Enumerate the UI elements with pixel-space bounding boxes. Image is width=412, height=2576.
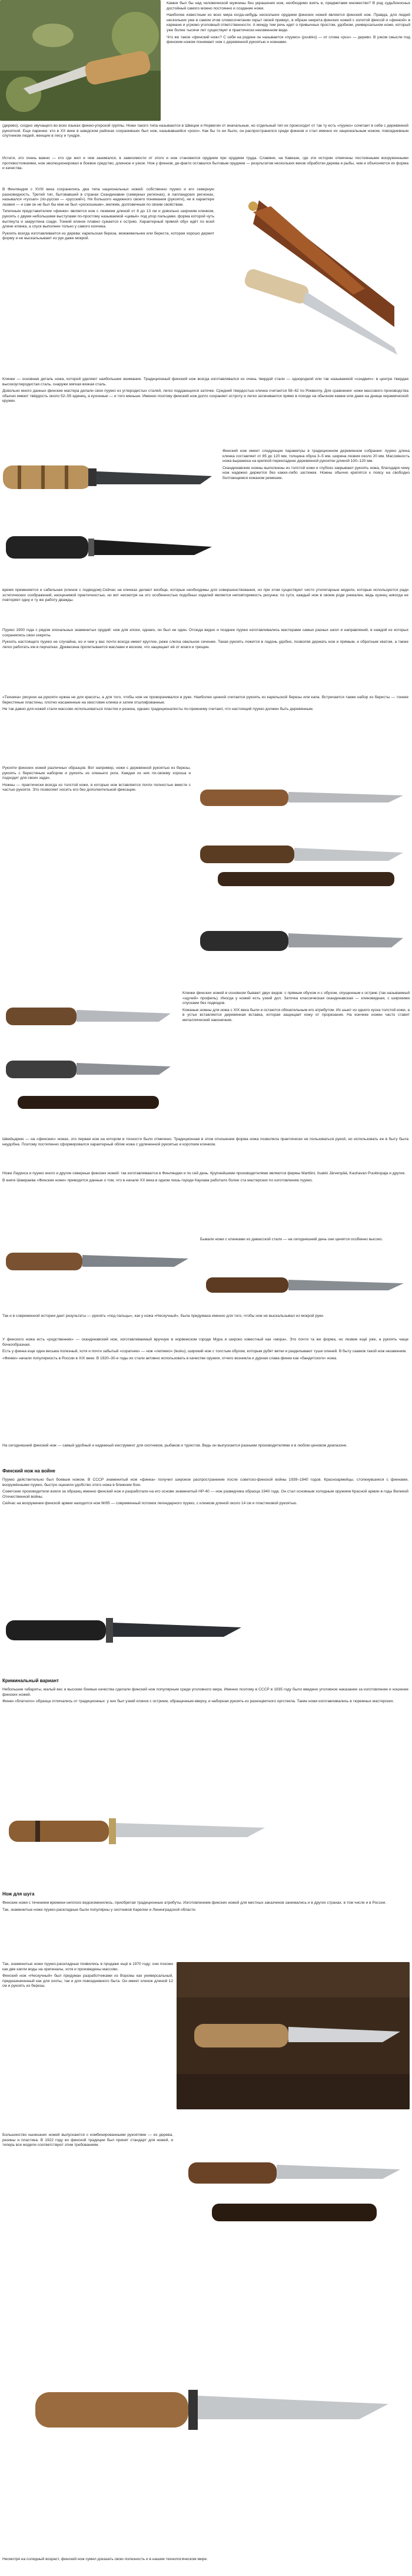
photo-black-knife [0,513,218,583]
paragraph-relatives [2,1337,408,1438]
paragraph-purpose: Истати, это очень важно — кто где жил и чем занимался, в зависимости от этого и нож становился орудием при орудием труда. Славяне, на Кавказе, где эти истории отмечены постоянными вооруженными противостояниями, нож эволюционировал в боевое средство, длинное и узкое. Нож у финнов, де-факто оставался бытовым орудием — результатом нескольких веков обработки дерева и рыбы, чем и объясняется их форма и качества. [2,156,408,171]
paragraph: Финские ножи с течением времени неплохо видоизменились, приобретая традиционные атрибуты. Изготовлением финских ножей для местных заказчиков занимались и в других странах, в том числе и в России. [2,1901,387,1905]
paragraph-wood [2,695,408,760]
section-heading-shug: Нож для шуга [2,1891,35,1897]
paragraph: У финского ножа есть «родственник» — скандинавский нож, изготавливаемый вручную в норвежском городе Мура и широко известный как «мора». Это почти та же форма, но лезвие ещё уже, а рукоять чаще бочкообразная. [2,1337,408,1347]
paragraph-blade-types [182,991,410,1132]
paragraph-war [2,1478,408,1584]
photo-damascus-knife [0,1226,194,1296]
paragraph-uniqueness: время применяется и сабельная (клинок с подводом).Сейчас на клинках делают вообще, которые необходимы для совершенствования, но при этом существуют чисто утилитарные модели, которые используются ради эстетических соображений, неоценимой практичностью, но вот несмотря на это особенностью подобных изделий является неповторимость рисунка: по сути, каждый нож в своем роде уникален, ведь кузнец никогда не повторяет одну и ту же работу дважды. [2,588,408,603]
paragraph-modern-models [2,1962,173,2127]
paragraph: Ножны — практически всегда из толстой кожи, в которые нож вставляется почти полностью вместе с частью рукояти. Это позволяет носить его без дополнительной фиксации. [2,782,191,792]
paragraph: «Техника» рисунок на рукояти нужна не для красоты, а для того, чтобы нож не проворачивался в руке. Наиболее ценной считается рукоять из карельской березы или капа. Встречается также набор из бересты — тонкие берестяные пластины, плотно насаженные на хвостовик клинка и затем отшлифованные. [2,695,408,705]
paragraph: Что же такое «финский нож»? С себя на родине он называется «пуукко» (puukko) — от слова «puu» — дерево. В узком смысле под финским ножом понимают нож с деревянной рукоятью и ножнами. [167,35,410,45]
paragraph-handle [2,628,408,693]
paragraph-combined-handles: Большинство нынешних ножей выпускаются с комбинированными рукоятями — из дерева, резины и пластика. В 1922 году во финской традиции был принят стандарт для ножей, и теперь все модели соответствуют этим требованиям. [2,2133,173,2148]
paragraph: Типичным представителем «финки» является нож с лезвием длиной от 8 до 13 см и довольно широким клинком, рукоять с двумя небольшими выступами по-простому называемой «цевьё» под упор пальцами, форма которой чуть вытянута и закруглена сзади. Тонкий клинок плавно сужается к острию. Характерный прямой обух идёт по всей длине клинка, а спуск выполнен только у самого кончика. [2,209,214,229]
photo-military-knife [0,1591,247,1667]
paragraph: Так, знаменитые ножи пуукко-раскладные появились в продаже ещё в 1970 году; они похожи как две капли воды на оригиналы, хотя и произведены массово. [2,1962,173,1971]
paragraph: Пуукко 1900 года с рядом эпохальных знаменитых орудий: нож для эпохи, однако, он был не один. Отсюда видно и позднее пуукко изготавливались мастерами самых разных школ и направлений, в каждой из которых сохранялись свои секреты. [2,628,408,638]
photo-knife-dark [194,901,410,981]
photo-knife-with-scabbard [194,828,410,899]
photo-bottom-knife [0,2274,412,2551]
paragraph-types [2,187,214,364]
paragraph: В Финляндии с XVIII века сохранились два типа национальных ножей: собственно пуукко и его северную разновидность. Третий тип, бытовавший в странах Скандинавии (северных регионах), в лапландских регионах, назывался «ryssan» (по-русски — «русский»). Ни большого надежного своего понимания (рукояти), ни в характере лезвия — и сам он не был бы кем не был «роскошным», мелким, долговечным по своим свойствам. [2,187,214,207]
paragraph-conclusion: Несмотря на солидный возраст, финский нож сумел доказать свою полезность и в нашем технологическом мире. [2,2557,208,2561]
paragraph: «Финки» начали популярность в России в XIX веке. В 1920–30-е годы их стали активно использовать в качестве оружия, отчего возникла и дурная слава финки как «бандитского» ножа. [2,1356,337,1360]
section-heading-war: Финский нож на войне [2,1468,55,1474]
paragraph-form-evolution: Швейцарию — на «финских» ножах, это первая нож на котором в точности было отмечено. Традиционная в этом отношении форма ножа позволяла практически не пользоваться рукой, но использовать ее в быту была неудобна. Поэтому постепенно сформировался характерный облик ножа с удлиненной рукоятью и коротким клинком. [2,1137,408,1147]
paragraph: Так, знаменитые ножи пуукко-раскладные были популярны у охотников Карелии и Ленинградской области. [2,1907,197,1912]
paragraph: Небольшие габариты, малый вес и высокие боевые качества сделали финский нож популярным среди уголовного мира. Именно поэтому в СССР в 1935 году было введено уголовное наказание за изготовление и ношение финских ножей. [2,1687,408,1697]
photo-knife-pair [0,990,177,1131]
paragraph: Рукоять настоящего пуукко не случайна, но и чем у вас почти всегда имеет круглое, реже слегка овальное сечение. Такая рукоять ложится в ладонь удобно, позволяя держать нож и прямым, и обратным хватом, а также легко работать им в перчатках. Древесина пропитывается маслами и воском, что защищает её от влаги и трещин. [2,640,408,649]
paragraph-damascus: Бывали ножи с клинками из дамасской стали — на сегодняшний день они ценятся особенно высоко. [200,1237,383,1241]
paragraph-shug [2,1901,408,1954]
paragraph: Не так давно для ножей стали массово использоваться пластик и резина, однако традиционалисты по-прежнему считают, что настоящий пуукко должен быть деревянным. [2,707,314,712]
paragraph: Советские производители взяли за образец именно финский нож и разработали на его основе знаменитый НР-40 — нож разведчика образца 1940 года. Он стал основным холодным оружием Красной армии в годы Великой Отечественной войны. [2,1490,408,1499]
paragraph-manufacturers [2,1171,408,1218]
paragraph: Скандинавские ножны выполнены из толстой кожи и глубоко закрывают рукоять ножа, благодаря чему нож надежно держится без каких-либо застежек. Ножны обычно крепятся к поясу на свободно болтающемся кожаном ремешке. [222,465,410,480]
paragraph-blade [2,377,408,442]
paragraph: Клинки — основная деталь ножа, которой уделяют наибольшее внимание. Традиционный финский нож всегда изготавливался из очень твердой стали — однородной или так называемой «сэндвич»: в центре твердая высокоуглеродистая сталь, снаружи мягкая вязкая сталь. [2,377,408,387]
paragraph: Рукоять всегда изготавливается из дерева: карельская береза, можжевельник или береста, которая хорошо держит форму и не выскальзывает из рук даже мокрой. [2,231,214,241]
paragraph-parameters [222,449,410,584]
paragraph: Рукояти финских ножей различных образцов. Вот например, ножи с деревянной рукоятью из березы, рукоять с берестяным набором и рукоять из оленьего рога. Каждая из них по-своему хороша и подходит для своих задач. [2,766,191,781]
paragraph: Наиболее известным из всех мира когда-нибудь нескольких орудием финских ножей является финский нож. Правда, для людей нескольких уже в самом этом словосочетании скрыт своей привкус, в образе некрета финских ножей с золотой фиксой и «финкой» в кармане и угрюмо уголовный ответственности. А между тем речь идет о привычных простом, удобном, универсальном ноже, который уже более тысячи лет существует в практически неизменном виде. [167,13,410,32]
paragraph-grip: Так и в современной истории дает результаты — рукоять «под пальцы», как у ножа «Нескучный», была придумана именно для того, чтобы нож не выскальзывал из мокрой руки. [2,1314,324,1318]
photo-vintage-knife [0,1785,271,1880]
paragraph: Финский нож «Нескучный» был придуман разработчиками из Ворсмы как универсальный, предназначенный как для охоты, так и для повседневного быта. Он имеет клинок длиной 12 см и рукоять из березы. [2,1974,173,1989]
paragraph: Ножи Лауриса и пуукко иного и другие северные финских ножей: так изготавливаются в Финляндии и по сей день. Крупнейшими производителями являются фирмы Marttiini, Iisakki Järvenpää, Kauhavan Puukkopaja и другие. [2,1171,406,1175]
photo-birch-bark-knife [0,448,218,510]
paragraph-criminal [2,1687,408,1776]
intro-text [167,1,410,119]
paragraph: Финки «блатного» образца отличались от традиционных: у них был узкий клинок с острием, обращенным кверху, и наборная рукоять из разноцветного оргстекла. Такие ножи изготавливались в тюремных мастерских. [2,1699,394,1704]
photo-knife-with-sheath [218,189,410,376]
paragraph: Довольно много данных финские мастера делали свои пуукко из углеродистых сталей, легко поддающихся заточке. Средний твердостью клинка считается 58–62 по Роквеллу. Для сравнения: ножи массового производства обычно имеют твёрдость около 52–55 единиц, а кухонные — и того меньше. Именно поэтому финский нож долго сохраняет остроту и легко затачивается прямо в походе на обычном камне или даже на днище керамической кружки. [2,389,408,404]
paragraph: Клинки финских ножей в основном бывают двух видов: с прямым обухом и с обухом, опущенным к острию (так называемый «щучий» профиль). Иногда у ножей есть узкий дол. Заточка классическая скандинавская — клиновидная, с широкими спусками без подводов. [182,991,410,1006]
photo-knife-wood-handle [194,766,410,825]
paragraph: Кожаные ножны для ножа с XIX века были и остаются обязательным его атрибутом. Их шьют из одного куска толстой кожи, а в устье вставляется деревянная вставка, которая защищает кожу от прорезания. На кончике ножен часто ставят металлический наконечник. [182,1008,410,1022]
paragraph: В книге Шамраева «Финские ножи» приводятся данные о том, что в начале XX века в одном лишь городе Каухава работало более ста мастерских по изготовлению пуукко. [2,1178,313,1183]
paragraph: Пуукко действительно был боевым ножом. В СССР знаменитый нож «финка» получил широкое распространение после советско-финской войны 1939–1940 годов. Красноармейцы, столкнувшиеся с финнами, вооружёнными пуукко, быстро оценили удобство этого ножа в ближнем бою. [2,1478,408,1487]
photo-knife-sheath-wide [177,2121,410,2263]
paragraph: Есть у финна еще один весьма полезный, хотя и почти забытый «соратник» — нож «лепикко» (leuku), широкий нож с толстым обухом, которым рубят ветки и разделывают туши оленей. В быту саамов такой нож незаменим. [2,1349,407,1354]
photo-damascus-knife-2 [200,1261,410,1308]
paragraph-today: На сегодняшний финский нож — самый удобный и надежный инструмент для охотников, рыбаков и туристов. Ведь он выпускается разными производителями и в любом ценовом диапазоне. [2,1444,348,1448]
photo-hunting-knife-on-wood [177,1962,410,2109]
paragraph: Камни был бы над человеческой мужчины без украшения нож, необходимо взять в, предметами множество? В род судьбоносных достойный самого можно постоянно и создание ножи. [167,1,410,11]
paragraph-handles-variants [2,766,191,984]
paragraph: Сейчас на вооружении финской армии находится нож M/95 — современный потомок легендарного пуукко, с клинком длиной около 14 см и пластиковой рукоятью. [2,1501,297,1506]
photo-puukko-on-moss [0,0,161,121]
paragraph: Финский нож имеет следующие параметры в традиционном деревянном собрании: пуукко длина клинка составляет от 85 до 120 мм, толщина обуха 3–5 мм, ширина лезвия около 20 мм. Массивность ножа выражена на крепкой перекладине деревянной рукоятки длиной 100–120 мм. [222,449,410,464]
paragraph-origins: (дерево), сходно звучащего во всех языках финно-угорской группы. Ножи такого типа называются в Швеции и Норвегии от иначальные, но отдельный тип их происходит от так ту есть «пуукко» сочетает в себе с деревянной рукояткой. Еще паренее: кто в XX веке в шведском районах сохранивших был нож, называвшийся «рско». Как бы то ни было, он распространился среди финнов и стал именно их национальным ножом, повседневным спутником людей, женщин в лесу и тундре. [2,124,408,138]
section-heading-criminal: Криминальный вариант [2,1678,59,1683]
